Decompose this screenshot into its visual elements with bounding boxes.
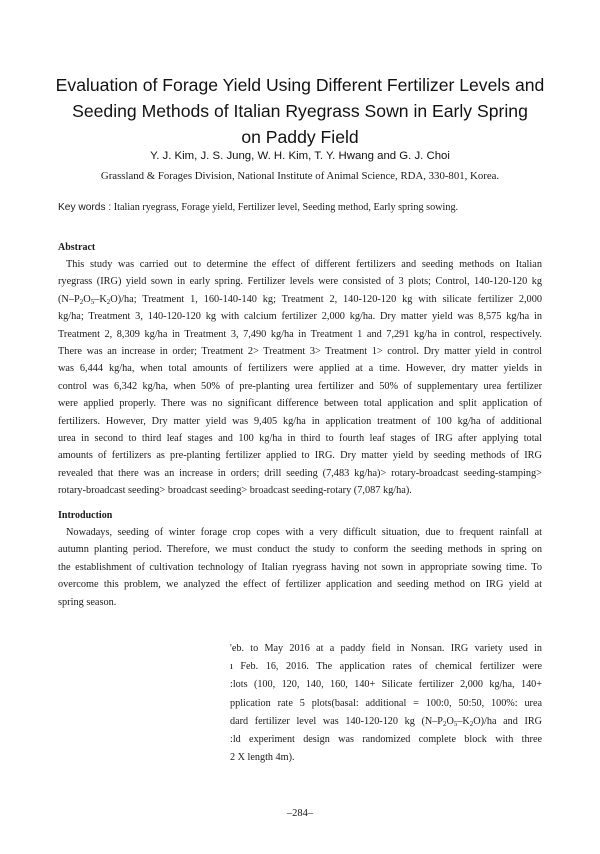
abstract-line: kg/ha; Treatment 3, 140-120-120 kg with calcium fertilizer 2,000 kg/ha. Dry matter yield was 8,575 kg/ha in [58, 311, 542, 323]
partial-methods-text [230, 640, 542, 767]
abstract-body [58, 256, 542, 499]
abstract-line: fertilizers. However, Dry matter yield was 9,405 kg/ha in application treatment of 100 kg/ha of additional [58, 415, 542, 427]
abstract-line: revealed that there was an increase in orders; drill seeding (7,483 kg/ha)> rotary-broadcast seeding-stamping> [58, 467, 542, 479]
abstract-line: This study was carried out to determine the effect of different fertilizers and seeding methods on Italian [66, 259, 542, 270]
partial-line: dard fertilizer level was 140-120-120 kg $(N-P_2O_5-K_2O)/ha$ and IRG [230, 715, 542, 728]
abstract-line: amounts of fertilizers as pre-planting fertilizer applied to IRG. Dry matter yield by seeding methods of IRG [58, 450, 542, 462]
partial-line: ı Feb. 16, 2016. The application rates of chemical fertilizer were [230, 661, 542, 673]
introduction-line: spring season. [58, 596, 117, 608]
keywords-text: Italian ryegrass, Forage yield, Fertilizer level, Seeding method, Early spring sowing. [113, 202, 459, 213]
partial-line: :lots (100, 120, 140, 160, 140+ Silicate fertilizer 2,000 kg/ha, 140+ [230, 679, 542, 691]
abstract-line: Treatment 2, 8,309 kg/ha in Treatment 3, 7,490 kg/ha in Treatment 1 and 7,291 kg/ha in control, respectively. [58, 328, 542, 340]
introduction-line: Nowadays, seeding of winter forage crop copes with a very difficult situation, due to frequent rainfall at [66, 527, 542, 538]
partial-line: 'eb. to May 2016 at a paddy field in Nonsan. IRG variety used in [230, 643, 542, 654]
partial-line: 2 X length 4m). [230, 752, 295, 764]
introduction-line: overcome this problem, we analyzed the effect of fertilizer application and seeding method on IRG yield at [58, 579, 542, 591]
introduction-line: the establishment of cultivation technology of Italian ryegrass having not sown in appropriate sowing time. To [58, 561, 542, 573]
introduction-line: autumn planting period. Therefore, we must conduct the study to conform the seeding methods in spring on [58, 544, 542, 556]
title-line-2: Seeding Methods of Italian Ryegrass Sown in Early Spring [72, 101, 528, 121]
abstract-line: were applied properly. There was no significant difference between total application and split application of [58, 398, 542, 410]
abstract-line: was 6,444 kg/ha, when total amounts of fertilizers were applied at a time. However, dry matter yields in [58, 363, 542, 375]
keywords [58, 202, 458, 213]
partial-line: pplication rate 5 plots(basal: additional = 100:0, 50:50, 100%: urea [230, 697, 542, 709]
abstract-line: $(N-P_2O_5-K_2O)/ha$; Treatment 1, 160-140-140 kg; Treatment 2, 140-120-120 kg with silicate fertilizer 2,000 [58, 293, 542, 306]
introduction-body [58, 524, 542, 611]
abstract-line: control was 6,342 kg/ha, when 50% of pre-planting urea fertilizer and 50% of supplementary urea fertilizer [58, 380, 542, 392]
abstract-line: There was an increase in order; Treatment 2> Treatment 3> Treatment 1> control. Dry matter yield in control [58, 345, 542, 357]
author-list: Y. J. Kim, J. S. Jung, W. H. Kim, T. Y. Hwang and G. J. Choi [150, 150, 450, 162]
paper-title [40, 72, 560, 150]
abstract-line: urea in second to third leaf stages and 100 kg/ha in third to fourth leaf stages of IRG after applying total [58, 432, 542, 444]
title-line-3: on Paddy Field [241, 127, 359, 147]
introduction-heading: Introduction [58, 510, 113, 521]
abstract-heading: Abstract [58, 242, 96, 253]
keywords-label: Key words : [58, 202, 112, 213]
partial-line: :ld experiment design was randomized complete block with three [230, 733, 542, 745]
page-number: –284– [286, 808, 314, 819]
title-line-1: Evaluation of Forage Yield Using Different Fertilizer Levels and [55, 75, 545, 95]
abstract-line: rotary-broadcast seeding> broadcast seeding> broadcast seeding-rotary (7,087 kg/ha). [58, 485, 412, 497]
abstract-line: ryegrass (IRG) yield sown in early spring. Fertilizer levels were consisted of 3 plots; Control, 140-120-120 kg [58, 276, 542, 288]
affiliation: Grassland & Forages Division, National Institute of Animal Science, RDA, 330-801, Korea. [100, 170, 500, 182]
